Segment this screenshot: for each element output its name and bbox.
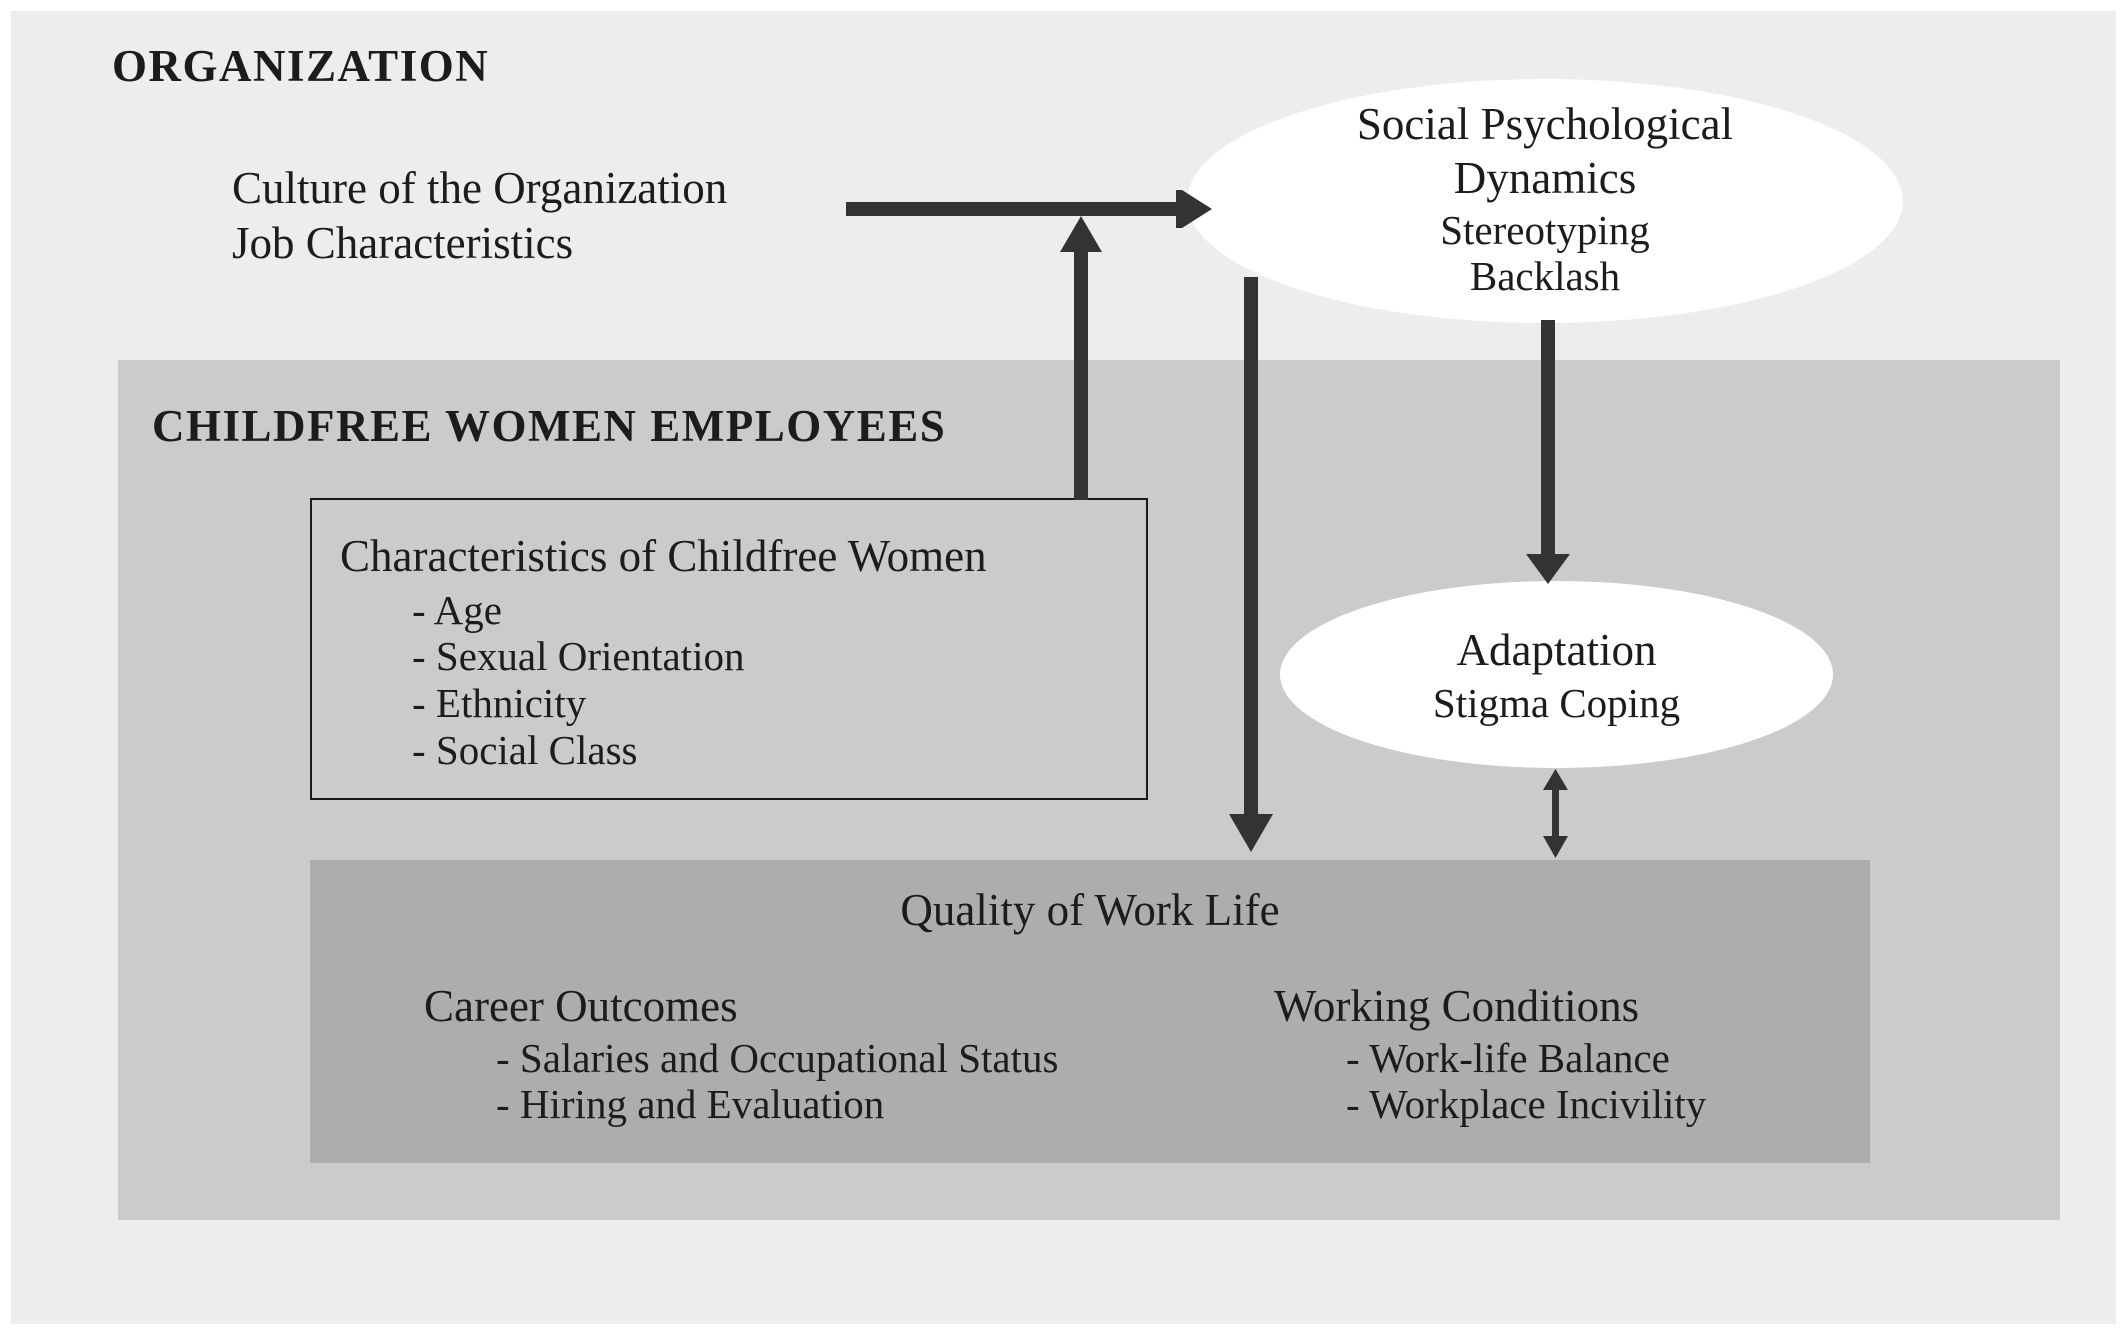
- adaptation-title: Adaptation: [1456, 625, 1657, 675]
- arrow-dynamics-to-quality: [1244, 277, 1258, 815]
- characteristic-sexual-orientation: - Sexual Orientation: [412, 633, 745, 679]
- arrow-dynamics-to-adaptation-head: [1526, 554, 1570, 584]
- arrow-organization-to-dynamics-head: [1176, 190, 1212, 228]
- arrow-dynamics-to-adaptation: [1541, 320, 1555, 556]
- organization-heading: ORGANIZATION: [112, 41, 490, 91]
- arrow-adaptation-quality-head-down: [1543, 836, 1568, 858]
- arrow-adaptation-quality-head-up: [1543, 769, 1568, 790]
- organization-line-culture: Culture of the Organization: [232, 163, 728, 213]
- backlash-label: Backlash: [1469, 253, 1621, 299]
- arrow-dynamics-to-quality-head: [1229, 814, 1273, 852]
- arrow-organization-to-dynamics: [846, 202, 1176, 216]
- career-outcomes-title: Career Outcomes: [424, 981, 738, 1031]
- characteristics-title: Characteristics of Childfree Women: [340, 531, 987, 581]
- arrow-adaptation-quality-bidirectional: [1552, 784, 1559, 842]
- career-item-salaries: - Salaries and Occupational Status: [496, 1035, 1059, 1081]
- working-item-balance: - Work-life Balance: [1346, 1035, 1670, 1081]
- stigma-coping-label: Stigma Coping: [1432, 680, 1681, 726]
- childfree-heading: CHILDFREE WOMEN EMPLOYEES: [152, 401, 947, 451]
- characteristic-ethnicity: - Ethnicity: [412, 680, 587, 726]
- characteristic-social-class: - Social Class: [412, 727, 638, 773]
- organization-line-job: Job Characteristics: [232, 218, 574, 268]
- stereotyping-label: Stereotyping: [1440, 207, 1650, 253]
- social-psychological-title: Social Psychological: [1356, 99, 1734, 149]
- working-item-incivility: - Workplace Incivility: [1346, 1081, 1707, 1127]
- characteristic-age: - Age: [412, 587, 502, 633]
- arrow-characteristics-up-head: [1060, 216, 1102, 252]
- quality-title: Quality of Work Life: [900, 885, 1280, 935]
- working-conditions-title: Working Conditions: [1274, 981, 1640, 1031]
- dynamics-title: Dynamics: [1453, 153, 1637, 203]
- career-item-hiring: - Hiring and Evaluation: [496, 1081, 885, 1127]
- arrow-characteristics-up: [1074, 250, 1088, 500]
